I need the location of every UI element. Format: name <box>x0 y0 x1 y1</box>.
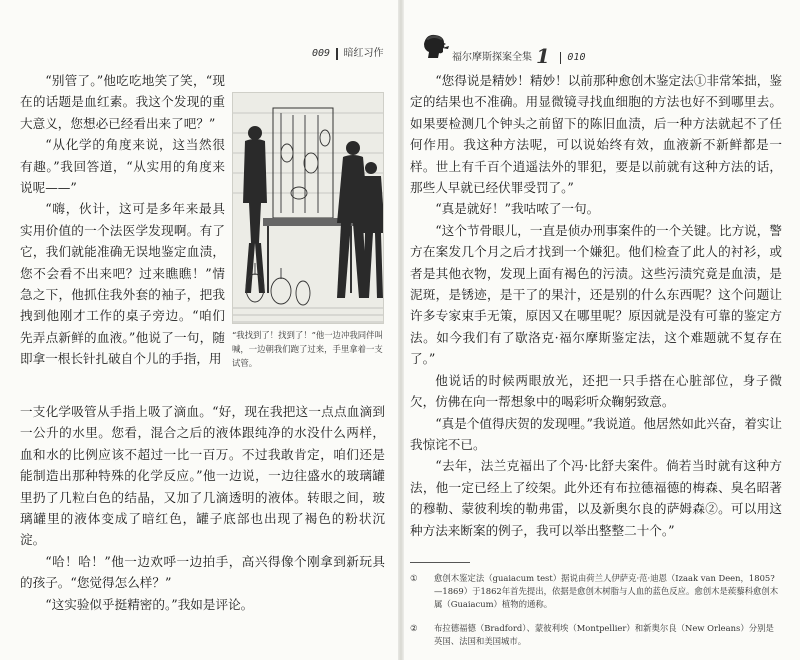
paragraph: “这实验似乎挺精密的。”我如是评论。 <box>45 596 254 612</box>
footnote-mark: ② <box>410 623 418 633</box>
header-divider <box>560 52 562 64</box>
paragraph: “去年，法兰克福出了个冯·比舒夫案件。倘若当时就有这种方法，他一定已经上了绞架。此外还有布拉德福德的梅森、臭名昭著的穆勒、蒙彼利埃的勒弗雷，以及新奥尔良的萨姆森②。可以用这种方法来断案的例子，我可以举出整整二十个。” <box>410 458 782 538</box>
left-column-text-continued <box>20 401 385 615</box>
paragraph: “嗨，伙计，这可是多年来最具实用价值的一个法医学发现啊。有了它，我们就能准确无误地鉴定血渍，您不会看不出来吧？过来瞧瞧！”情急之下，他抓住我外套的袖子，把我拽到他刚才工作的桌子旁边。“咱们先弄点新鲜的血液。”他说了一句，随即拿一根长针扎破自个儿的手指，用 <box>20 201 225 367</box>
left-running-header <box>312 44 384 60</box>
right-running-header <box>452 44 585 68</box>
illustration-caption: “我找到了！找到了！”他一边冲我同伴叫喊，一边朝我们跑了过来，手里拿着一支试管。 <box>232 330 383 368</box>
paragraph: 他说话的时候两眼放光，还把一只手搭在心脏部位，身子微欠，仿佛在向一帮想象中的喝彩听众鞠躬致意。 <box>410 372 782 410</box>
illustration-engraving <box>232 92 384 324</box>
paragraph: 一支化学吸管从手指上吸了滴血。“好，现在我把这一点点血滴到一公升的水里。您看，混合之后的液体跟纯净的水没什么两样，血和水的比例应该不超过一比一百万。不过我敢肯定，咱们还是能制造出那种特殊的化学反应。”他一边说，一边往盛水的玻璃罐里扔了几粒白色的结晶，又加了几滴透明的液体。转眼之间，玻璃罐里的液体变成了暗红色，罐子底部也出现了褐色的粉状沉淀。 <box>20 404 385 548</box>
paragraph: “哈！哈！”他一边欢呼一边拍手，高兴得像个刚拿到新玩具的孩子。“您觉得怎么样？” <box>20 553 385 591</box>
series-title: 福尔摩斯探案全集 <box>452 52 532 63</box>
footnote-rule <box>410 562 470 563</box>
footnote <box>410 622 782 648</box>
volume-numeral: 1 <box>536 44 550 68</box>
paragraph: “别管了。”他吃吃地笑了笑，“现在的话题是血红素。我这个发现的重大意义，您想必已经看出来了吧？” <box>20 73 225 131</box>
header-divider <box>336 48 338 60</box>
paragraph: “从化学的角度来说，这当然很有趣。”我回答道，“从实用的角度来说呢——” <box>20 137 225 196</box>
right-page-number: 010 <box>567 52 586 63</box>
left-page-number: 009 <box>312 48 331 59</box>
left-chapter-title: 暗红习作 <box>343 48 384 59</box>
paragraph: “真是就好！”我咕哝了一句。 <box>435 201 600 217</box>
footnote <box>410 572 782 611</box>
book-gutter <box>398 0 404 660</box>
footnote-text: 布拉德福德（Bradford）、蒙彼利埃（Montpellier）和新奥尔良（New Orleans）分别是英国、法国和美国城市。 <box>434 623 774 646</box>
holmes-silhouette-icon <box>418 30 450 62</box>
right-column-text <box>410 70 782 541</box>
paragraph: “您得说是精妙！精妙！以前那种愈创木鉴定法①非常笨拙，鉴定的结果也不准确。用显微镜寻找血细胞的方法也好不到哪里去。如果要检测几个钟头之前留下的陈旧血渍，后一种方法就起不了任何作用。我这种方法呢，可以说始终有效，血液新不新鲜都是一样。世上有千百个逍遥法外的罪犯，要是以前就有这种方法的话，那些人早就已经伏罪受罚了。” <box>410 73 782 196</box>
paragraph: “这个节骨眼儿，一直是侦办刑事案件的一个关键。比方说，警方在案发几个月之后才找到一个嫌犯。他们检查了此人的衬衫，或者是其他衣物，发现上面有褐色的污渍。这些污渍究竟是血渍，是泥斑，是锈迹，是干了的果汁，还是别的什么东西呢？这个问题让许多专家束手无策，原因又在哪里呢？原因就是没有可靠的鉴定方法。如今我们有了歇洛克·福尔摩斯鉴定法，这个难题就不复存在了。” <box>410 222 782 367</box>
footnote-text: 愈创木鉴定法（guaiacum test）据说由荷兰人伊萨克·范·迪恩（Izaak van Deen，1805?—1869）于1862年首先提出，依据是愈创木树脂与人血的蓝色反应。愈创木是蒺藜科愈创木属（Guaiacum）植物的通称。 <box>434 573 779 609</box>
left-column-text <box>20 70 225 370</box>
paragraph: “真是个值得庆贺的发现哩。”我说道。他居然如此兴奋，着实让我惊诧不已。 <box>410 415 782 452</box>
footnote-mark: ① <box>410 573 418 583</box>
